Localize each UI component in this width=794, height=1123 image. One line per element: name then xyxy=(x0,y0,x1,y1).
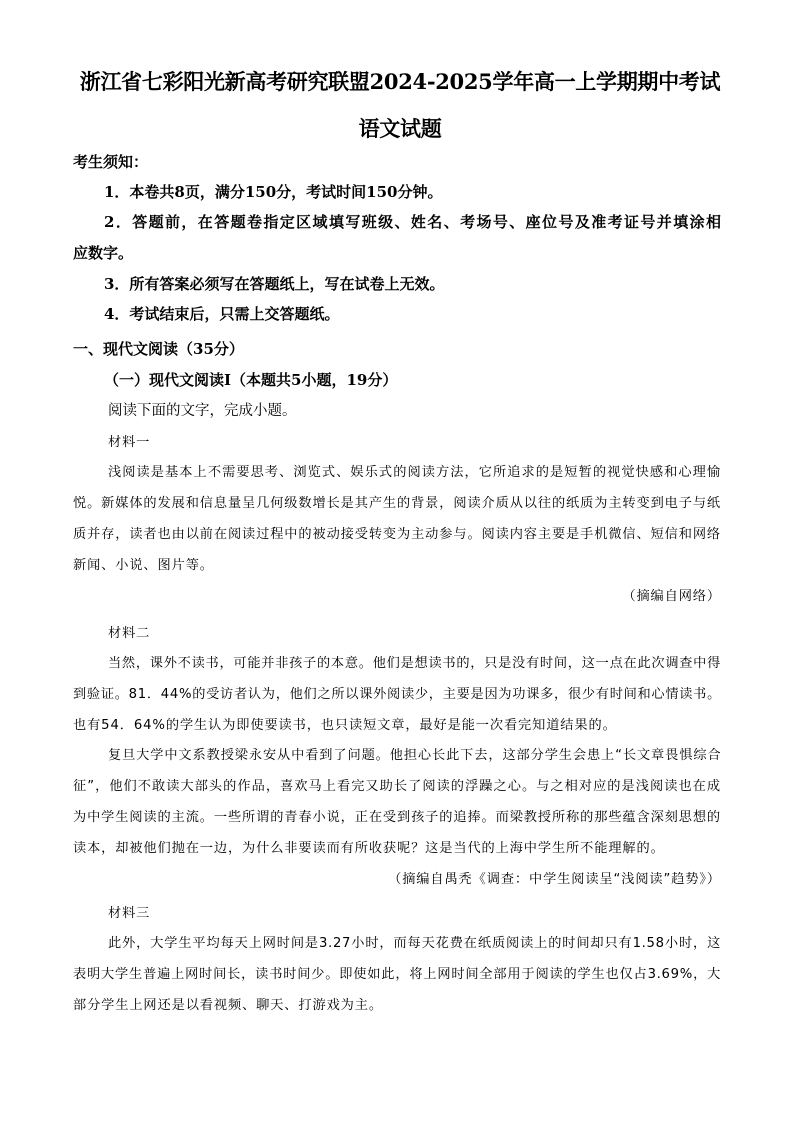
material1-label: 材料一 xyxy=(108,435,151,450)
section-subheading: （一）现代文阅读Ⅰ（本题共5小题，19分） xyxy=(104,371,398,389)
material1-line-3: 质并存，读者也由以前在阅读过程中的被动接受转变为主动参与。阅读内容主要是手机微信、短信和网络 xyxy=(73,527,721,542)
material3-line-1: 此外，大学生平均每天上网时间是3.27小时，而每天花费在纸质阅读上的时间却只有1.58小时，这 xyxy=(108,936,721,951)
notice-item-2-cont: 应数字。 xyxy=(73,244,134,262)
notice-item-2: 2．答题前，在答题卷指定区域填写班级、姓名、考场号、座位号及准考证号并填涂相 xyxy=(104,213,721,231)
section-heading: 一、现代文阅读（35分） xyxy=(73,340,244,358)
material2-p2-line-4: 读本，却被他们抛在一边，为什么非要读而有所收获呢？这是当代的上海中学生所不能理解的。 xyxy=(73,841,665,856)
material2-p2-line-1: 复旦大学中文系教授梁永安从中看到了问题。他担心长此下去，这部分学生会患上“长文章畏惧综合 xyxy=(108,748,721,763)
material3-label: 材料三 xyxy=(108,906,151,921)
material3-line-2: 表明大学生普遍上网时间长，读书时间少。即使如此，将上网时间全部用于阅读的学生也仅占3.69%，大 xyxy=(73,967,721,982)
material2-p2-line-2: 征”，他们不敢读大部头的作品，喜欢马上看完又助长了阅读的浮躁之心。与之相对应的是浅阅读也在成 xyxy=(73,779,721,794)
exam-title: 浙江省七彩阳光新高考研究联盟2024-2025学年高一上学期期中考试 xyxy=(79,69,721,94)
material2-p2-line-3: 为中学生阅读的主流。一些所谓的青春小说，正在受到孩子的追捧。而梁教授所称的那些蕴含深刻思想的 xyxy=(73,810,721,825)
material1-source: （摘编自网络） xyxy=(622,589,721,604)
material2-p1-line-2: 到验证。81．44%的受访者认为，他们之所以课外阅读少，主要是因为功课多，很少有时间和心情读书。 xyxy=(73,687,721,702)
notice-item-4: 4．考试结束后，只需上交答题纸。 xyxy=(104,305,340,323)
notice-heading: 考生须知： xyxy=(73,153,149,171)
material2-p1-line-1: 当然，课外不读书，可能并非孩子的本意。他们是想读书的，只是没有时间，这一点在此次调查中得 xyxy=(108,656,721,671)
notice-item-1: 1．本卷共8页，满分150分，考试时间150分钟。 xyxy=(104,183,443,201)
material2-p1-line-3: 也有54．64%的学生认为即使要读书，也只读短文章，最好是能一次看完知道结果的。 xyxy=(73,718,617,733)
material1-line-4: 新闻、小说、图片等。 xyxy=(73,558,214,573)
notice-item-3: 3．所有答案必须写在答题纸上，写在试卷上无效。 xyxy=(104,275,445,293)
material2-label: 材料二 xyxy=(108,626,151,641)
reading-instruction: 阅读下面的文字，完成小题。 xyxy=(108,403,297,419)
material1-line-2: 悦。新媒体的发展和信息量呈几何级数增长是其产生的背景，阅读介质从以往的纸质为主转变到电子与纸 xyxy=(73,496,721,511)
material1-line-1: 浅阅读是基本上不需要思考、浏览式、娱乐式的阅读方法，它所追求的是短暂的视觉快感和心理愉 xyxy=(108,465,721,480)
material2-source: （摘编自禺秃《调查：中学生阅读呈“浅阅读”趋势》） xyxy=(388,872,721,887)
exam-subject-title: 语文试题 xyxy=(358,116,442,141)
material3-line-3: 部分学生上网还是以看视频、聊天、打游戏为主。 xyxy=(73,998,383,1013)
